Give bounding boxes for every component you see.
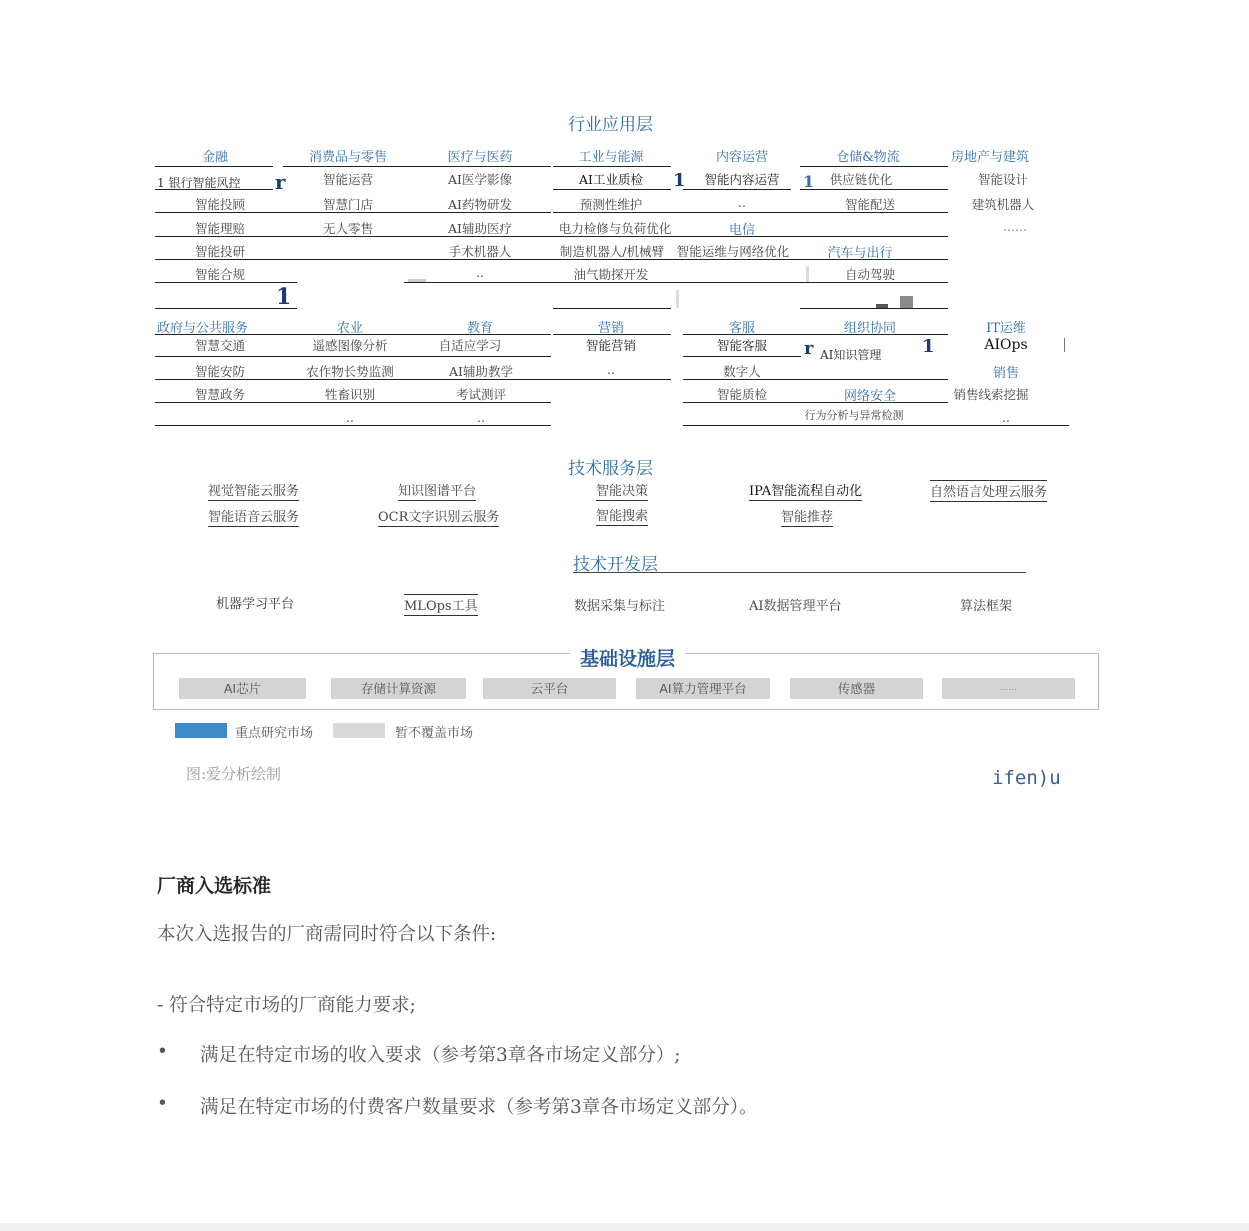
realestate-item: 智能设计	[977, 172, 1028, 187]
figure-caption: 图:爱分析绘制	[186, 765, 282, 783]
criteria-bullet: 满足在特定市场的收入要求（参考第3章各市场定义部分）;	[200, 1045, 681, 1066]
industrial-item: 预测性维护	[579, 197, 643, 212]
medical-item: ..	[476, 265, 484, 280]
glyph-r: r	[275, 170, 286, 194]
glyph-r: r	[804, 338, 814, 359]
divider	[553, 308, 671, 309]
section-heading: 厂商入选标准	[157, 875, 272, 897]
edu-item: 自适应学习	[438, 338, 502, 353]
category-edu: 教育	[466, 321, 493, 336]
finance-item: 智能理赔	[194, 221, 245, 236]
legend-label-excluded: 暂不覆盖市场	[395, 726, 474, 741]
finance-first-item: 1 银行智能风控	[157, 176, 241, 190]
medical-item: 手术机器人	[448, 244, 512, 259]
logistics-item: 供应链优化	[829, 172, 893, 187]
legend-swatch-focus	[175, 723, 227, 738]
category-realestate: 房地产与建筑	[950, 150, 1029, 165]
divider	[155, 334, 551, 335]
gov-item: 智能安防	[194, 364, 245, 379]
consumer-item: 智慧门店	[322, 197, 373, 212]
bullet-icon: •	[157, 1041, 168, 1062]
divider	[683, 356, 801, 357]
legend-swatch-excluded	[333, 723, 385, 738]
divider	[683, 334, 948, 335]
divider	[155, 166, 273, 167]
divider	[553, 189, 671, 190]
tech-dev-item: 机器学习平台	[216, 597, 295, 612]
tech-service-item: 智能推荐	[781, 510, 834, 525]
medical-item: AI药物研发	[448, 197, 512, 212]
consumer-item: 智能运营	[322, 172, 373, 187]
infra-item: 存储计算资源	[331, 678, 466, 699]
divider	[683, 379, 948, 380]
tech-service-item: 智能搜索	[596, 509, 649, 524]
tech-service-item: 智能语音云服务	[208, 510, 300, 525]
edu-item: 考试测评	[455, 387, 506, 402]
divider	[155, 425, 551, 426]
divider	[155, 379, 671, 380]
fragment-mark	[408, 279, 426, 282]
marketing-item: 智能营销	[585, 338, 636, 353]
logistics-item: 智能配送	[844, 197, 895, 212]
industrial-item: 电力检修与负荷优化	[558, 221, 672, 236]
service-item: 智能客服	[716, 338, 767, 353]
agri-item: 农作物长势监测	[306, 364, 394, 379]
tech-service-item: 视觉智能云服务	[208, 484, 300, 499]
security-item: 行为分析与异常检测	[804, 409, 904, 422]
divider	[800, 166, 948, 167]
industry-layer-title: 行业应用层	[568, 115, 653, 135]
service-item: 数字人	[723, 364, 761, 379]
category-security: 网络安全	[843, 389, 896, 404]
divider	[155, 212, 551, 213]
finance-item: 智能合规	[194, 267, 245, 282]
gov-item: 智慧政务	[194, 387, 245, 402]
category-auto: 汽车与出行	[827, 246, 893, 261]
consumer-item: 无人零售	[322, 221, 373, 236]
divider	[283, 166, 551, 167]
finance-item: 智能投顾	[194, 197, 245, 212]
criteria-bullet: 满足在特定市场的付费客户数量要求（参考第3章各市场定义部分）。	[200, 1097, 758, 1118]
tech-service-item: OCR文字识别云服务	[378, 510, 500, 525]
page-bottom-edge	[0, 1223, 1249, 1231]
category-marketing: 营销	[597, 321, 624, 336]
tech-dev-item: MLOps工具	[404, 599, 478, 614]
divider	[155, 236, 948, 237]
fragment-mark	[900, 296, 913, 308]
tech-service-item: 知识图谱平台	[398, 484, 477, 499]
fragment-mark	[1064, 338, 1065, 352]
marketing-item: ..	[607, 362, 615, 377]
tech-service-item: 智能决策	[596, 484, 649, 499]
finance-item: 智能投研	[194, 244, 245, 259]
service-item: 智能质检	[716, 387, 767, 402]
infra-item: 传感器	[790, 678, 923, 699]
sales-item: ..	[1002, 410, 1010, 425]
content-item: 智能内容运营	[704, 172, 780, 187]
agri-item: 遥感图像分析	[312, 338, 388, 353]
divider	[155, 356, 551, 357]
bullet-icon: •	[157, 1093, 168, 1114]
sales-item: 销售线索挖掘	[953, 387, 1029, 402]
divider	[683, 402, 948, 403]
content-item: ..	[738, 195, 746, 210]
telecom-item: 智能运维与网络优化	[676, 244, 790, 259]
section-intro: 本次入选报告的厂商需同时符合以下条件:	[157, 924, 497, 945]
tech-service-item: 自然语言处理云服务	[930, 485, 1048, 500]
tech-dev-item: 数据采集与标注	[574, 599, 666, 614]
divider	[553, 166, 671, 167]
divider	[553, 334, 671, 335]
agri-item: ..	[346, 410, 354, 425]
infra-item: AI芯片	[179, 678, 306, 699]
infra-item: ......	[942, 678, 1075, 699]
fragment-mark	[806, 266, 809, 282]
legend-label-focus: 重点研究市场	[235, 726, 314, 741]
infra-layer-title: 基础设施层	[570, 644, 685, 671]
realestate-item: ......	[1003, 219, 1027, 234]
divider	[683, 189, 791, 190]
category-medical: 医疗与医药	[447, 150, 513, 165]
divider	[155, 189, 273, 190]
category-content: 内容运营	[715, 150, 768, 165]
category-gov: 政府与公共服务	[157, 321, 249, 336]
category-collab: 组织协同	[843, 321, 896, 336]
itops-item: AIOps	[984, 337, 1028, 353]
industrial-item: AI工业质检	[579, 172, 643, 187]
divider	[155, 259, 948, 260]
divider	[683, 425, 1069, 426]
glyph-one: 1	[922, 336, 935, 357]
category-itops: IT运维	[986, 321, 1026, 336]
tech-service-item: IPA智能流程自动化	[749, 484, 863, 499]
divider	[573, 572, 1026, 573]
logo-text: ifen)u	[992, 767, 1061, 789]
infra-item: 云平台	[483, 678, 616, 699]
category-service: 客服	[728, 321, 755, 336]
category-agri: 农业	[336, 321, 363, 336]
realestate-item: 建筑机器人	[971, 197, 1035, 212]
category-industrial: 工业与能源	[578, 150, 644, 165]
divider	[553, 212, 948, 213]
divider	[800, 308, 948, 309]
collab-item-clipped: AI知识管理	[820, 348, 882, 362]
divider	[155, 282, 297, 283]
tech-dev-layer-title: 技术开发层	[573, 555, 658, 575]
category-logistics: 仓储&物流	[836, 150, 900, 165]
industrial-item: 制造机器人/机械臂	[559, 244, 665, 259]
glyph-one: 1	[673, 170, 686, 191]
medical-item: AI医学影像	[448, 172, 512, 187]
category-finance: 金融	[201, 150, 228, 165]
divider	[155, 308, 297, 309]
edu-item: AI辅助教学	[449, 364, 513, 379]
medical-item: AI辅助医疗	[448, 221, 512, 236]
infra-item: AI算力管理平台	[636, 678, 770, 699]
tech-dev-item: 算法框架	[960, 599, 1013, 614]
gov-item: 智慧交通	[194, 338, 245, 353]
category-consumer: 消费品与零售	[308, 150, 387, 165]
criteria-dash-item: - 符合特定市场的厂商能力要求;	[157, 995, 416, 1016]
edu-item: ..	[477, 410, 485, 425]
category-sales: 销售	[992, 366, 1019, 381]
industrial-item: 油气勘探开发	[573, 267, 649, 282]
fragment-mark	[676, 290, 679, 308]
agri-item: 牲畜识别	[324, 387, 375, 402]
glyph-one: 1	[803, 172, 815, 191]
auto-item: 自动驾驶	[844, 267, 895, 282]
divider	[800, 189, 948, 190]
divider	[155, 402, 551, 403]
fragment-mark	[876, 304, 888, 308]
divider	[404, 282, 948, 283]
tech-dev-item: AI数据管理平台	[749, 599, 842, 614]
category-telecom: 电信	[728, 223, 755, 238]
glyph-one: 1	[276, 284, 292, 310]
tech-service-layer-title: 技术服务层	[568, 459, 653, 479]
